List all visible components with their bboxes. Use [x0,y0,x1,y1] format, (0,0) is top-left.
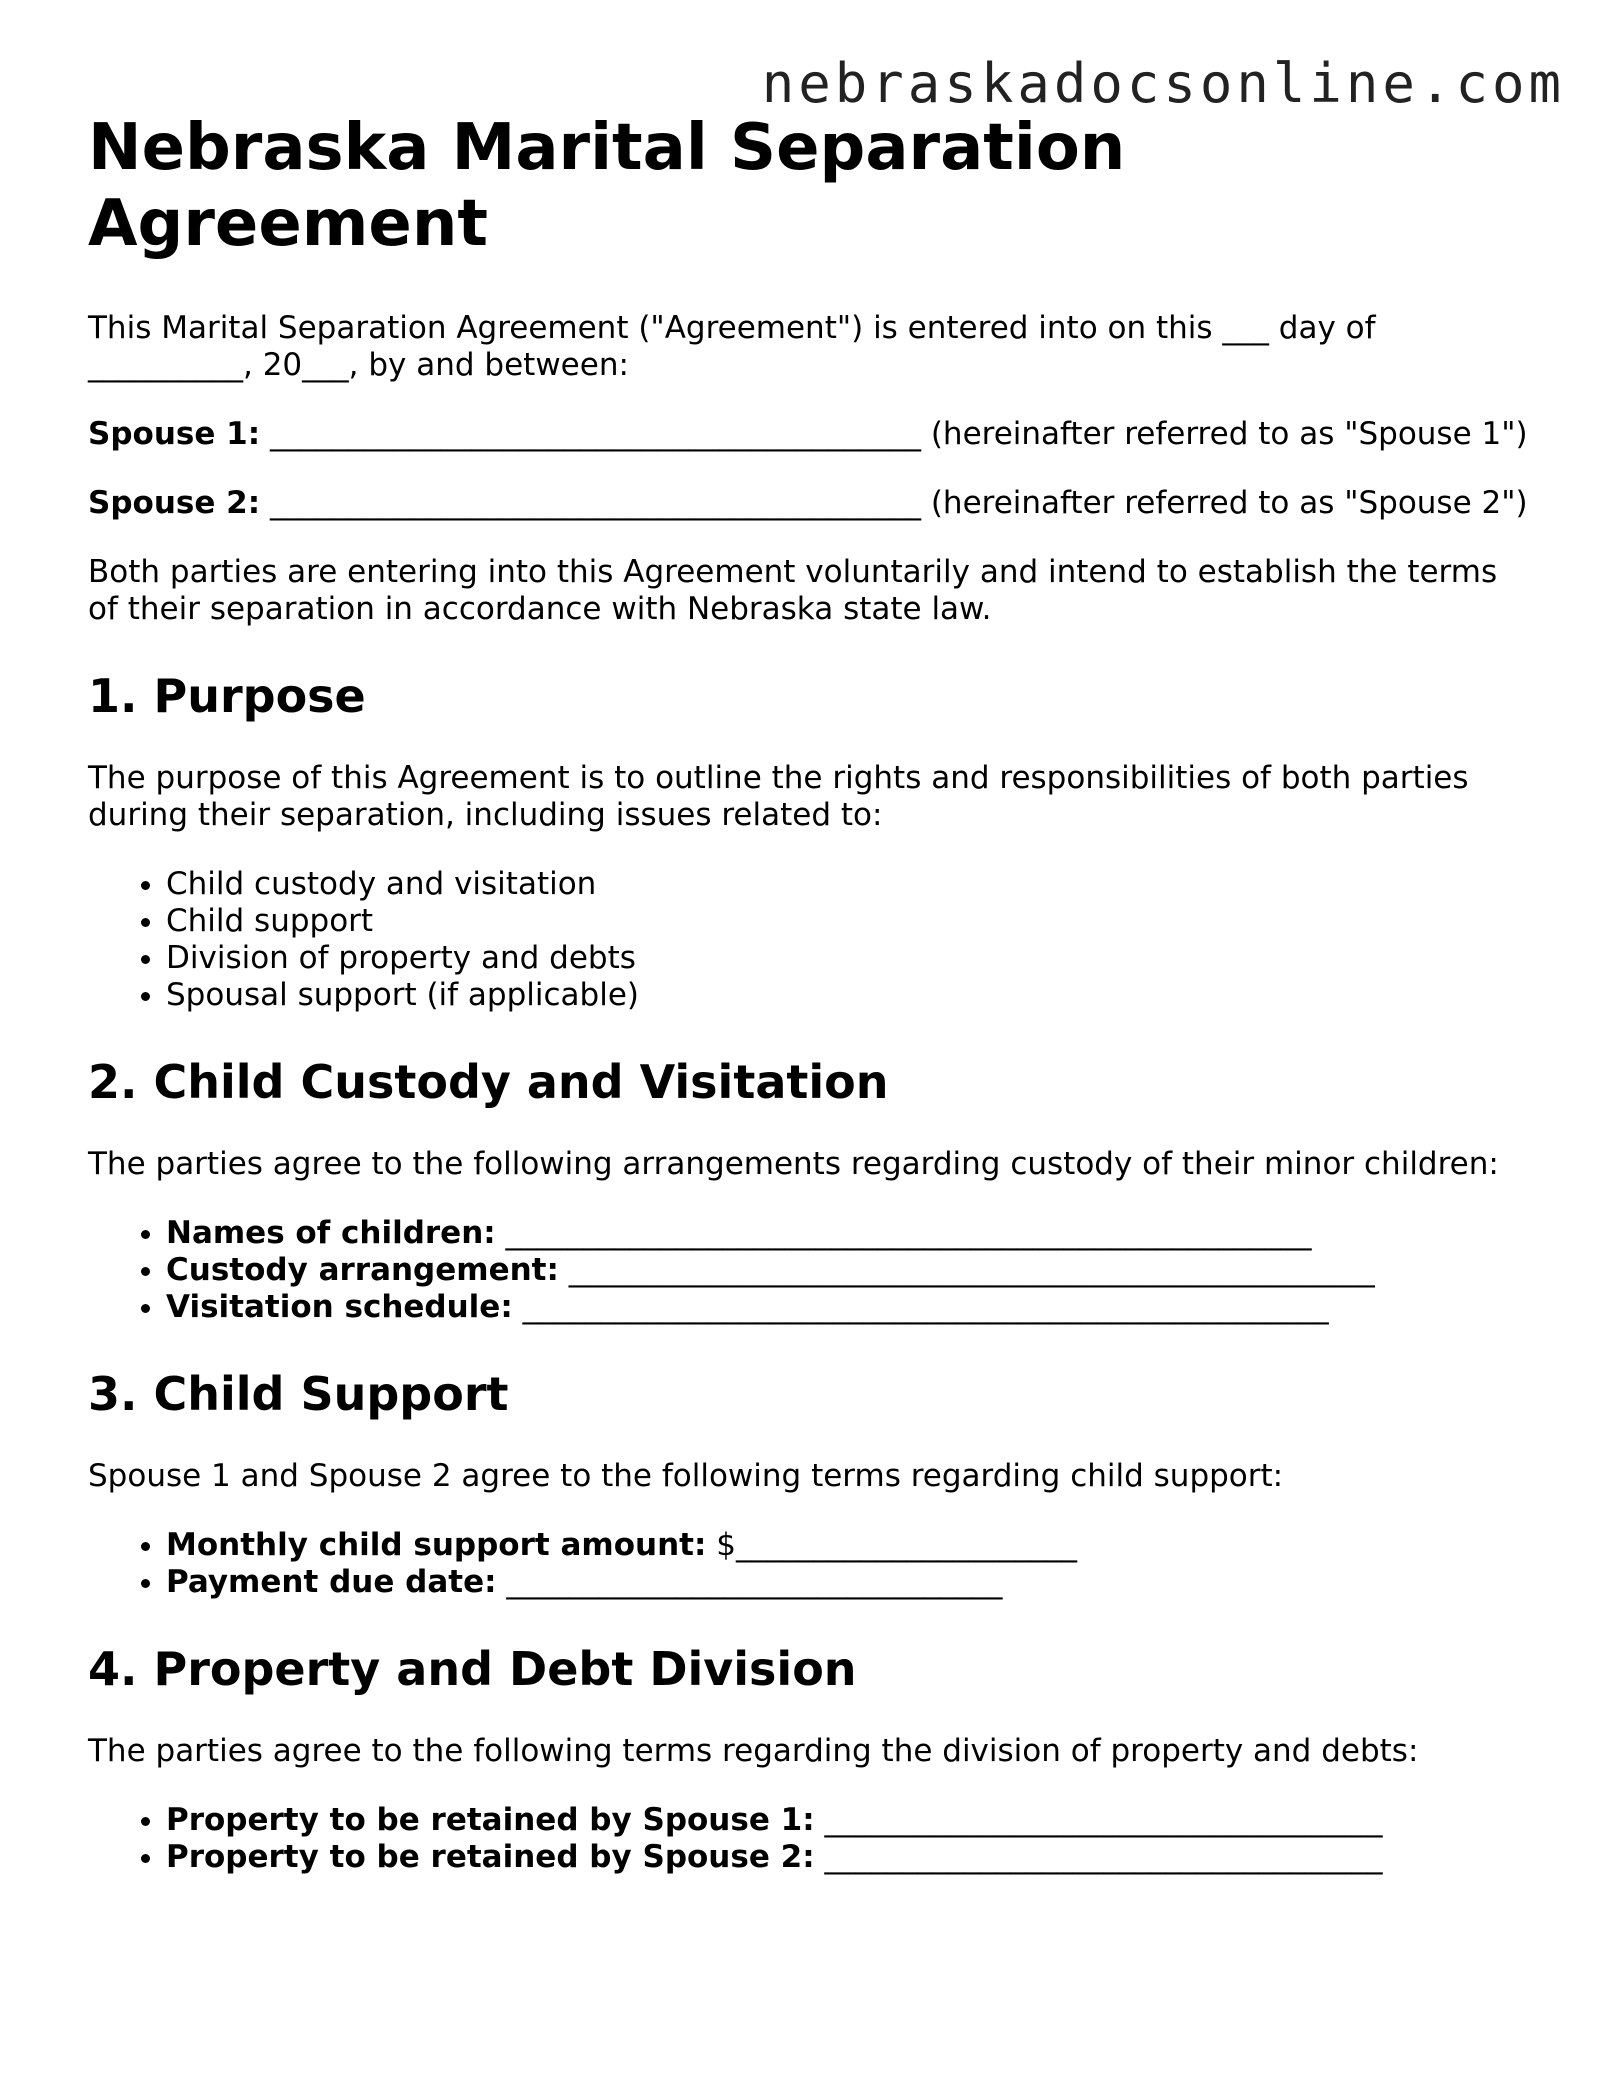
section-3-list [88,1527,1528,1601]
section-4-body: The parties agree to the following terms regarding the division of property and debts: [88,1733,1419,1769]
spouse-2-line [88,485,1528,522]
field-label: Visitation schedule: [166,1289,513,1325]
spouse-2-label: Spouse 2: [88,485,261,521]
field-blank: ________________________________ [496,1564,1003,1600]
spouse-1-label: Spouse 1: [88,416,261,452]
document-title: Nebraska Marital Separation Agreement [88,111,1126,261]
field-label: Custody arrangement: [166,1252,559,1288]
intro-paragraph: This Marital Separation Agreement ("Agreement") is entered into on this ___ day of __________, 20___, by and between: [88,310,1376,383]
field-label: Names of children: [166,1215,496,1251]
field-blank: ____________________________________ [814,1802,1383,1838]
field-blank: ____________________________________ [814,1839,1383,1875]
section-3-heading: 3. Child Support [88,1367,509,1421]
document-page [88,110,1528,1908]
section-1-body: The purpose of this Agreement is to outline the rights and responsibilities of both parties during their separation, including issues related to: [88,760,1469,833]
spouse-1-blank: __________________________________________ (hereinafter referred to as "Spouse 1") [260,416,1528,452]
field-blank: ____________________________________________________ [512,1289,1329,1325]
section-2-body: The parties agree to the following arrangements regarding custody of their minor children: [88,1146,1499,1182]
list-item: • Division of property and debts [166,940,1528,977]
field-blank: $______________________ [706,1527,1077,1563]
section-2-list [88,1215,1528,1326]
list-item [166,1252,1528,1289]
list-item [166,1839,1528,1876]
section-4-list [88,1802,1528,1876]
list-item [166,1215,1528,1252]
list-item [166,1564,1528,1601]
list-item: • Child support [166,903,1528,940]
field-label: Monthly child support amount: [166,1527,707,1563]
field-blank: ____________________________________________________ [495,1215,1312,1251]
section-1-heading: 1. Purpose [88,669,366,723]
both-parties-paragraph: Both parties are entering into this Agreement voluntarily and intend to establish the terms of their separation in accordance with Nebraska state law. [88,554,1498,627]
list-item: • Spousal support (if applicable) [166,977,1528,1014]
field-blank: ____________________________________________________ [558,1252,1375,1288]
list-item: • Child custody and visitation [166,866,1528,903]
section-4-heading: 4. Property and Debt Division [88,1642,857,1696]
section-2-heading: 2. Child Custody and Visitation [88,1055,889,1109]
section-3-body: Spouse 1 and Spouse 2 agree to the following terms regarding child support: [88,1458,1284,1494]
site-watermark: nebraskadocsonline.com [761,52,1565,115]
list-item [166,1289,1528,1326]
list-item [166,1527,1528,1564]
section-1-list [88,866,1528,1014]
spouse-1-line [88,416,1528,453]
field-label: Property to be retained by Spouse 1: [166,1802,815,1838]
field-label: Payment due date: [166,1564,497,1600]
spouse-2-blank: __________________________________________ (hereinafter referred to as "Spouse 2") [260,485,1528,521]
field-label: Property to be retained by Spouse 2: [166,1839,815,1875]
list-item [166,1802,1528,1839]
